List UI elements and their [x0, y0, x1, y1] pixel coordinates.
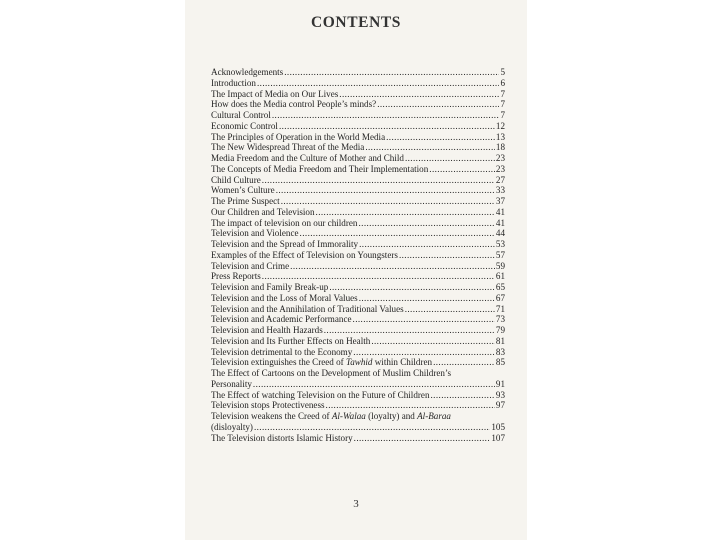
dot-leader: [290, 261, 495, 272]
toc-entry-page: 71: [495, 303, 505, 314]
toc-entry-line: [211, 271, 505, 282]
toc-entry-title: [211, 357, 432, 368]
toc-entry-line: [211, 325, 505, 336]
toc-entry-title: Television and Its Further Effects on Health: [211, 335, 371, 346]
toc-entry: [211, 250, 505, 261]
toc-entry: [211, 261, 505, 272]
toc-entry-line: [211, 336, 505, 347]
toc-entry-page: 91: [495, 378, 505, 389]
dot-leader: [359, 293, 495, 304]
toc-entry-line: [211, 196, 505, 207]
toc-entry: [211, 400, 505, 411]
page-number: 3: [353, 498, 359, 510]
toc-entry-title: Acknowledgements: [211, 67, 284, 77]
toc-entry-line: [211, 207, 505, 218]
dot-leader: [353, 347, 495, 358]
dot-leader: [284, 67, 499, 78]
toc-entry-line: [211, 164, 505, 175]
table-of-contents: [211, 67, 505, 443]
dot-leader: [257, 78, 499, 89]
toc-entry-line: [211, 400, 505, 411]
toc-entry-title: Television and the Spread of Immorality: [211, 239, 359, 249]
toc-entry-line: [211, 89, 505, 100]
toc-entry-page: 23: [495, 153, 505, 163]
toc-entry: [211, 325, 505, 336]
toc-entry-page: 105: [491, 421, 505, 432]
dot-leader: [429, 164, 495, 175]
dot-leader: [431, 390, 495, 401]
dot-leader: [300, 228, 495, 239]
toc-entry: [211, 347, 505, 358]
toc-entry: [211, 164, 505, 175]
toc-entry-line: [211, 261, 505, 272]
toc-entry-title-part: Television weakens the Creed of: [211, 411, 332, 421]
dot-leader: [324, 325, 495, 336]
toc-entry-title-part: within Children: [372, 357, 433, 368]
toc-entry-title-italic: Tawhid: [345, 357, 373, 368]
toc-entry-page: 53: [495, 239, 505, 249]
dot-leader: [371, 336, 495, 347]
toc-entry-title-part: Television extinguishes the Creed of: [211, 357, 346, 368]
toc-entry-title: Examples of the Effect of Television on Youngsters: [211, 249, 398, 260]
toc-entry-title-line: (disloyalty): [211, 421, 253, 432]
dot-leader: [272, 110, 500, 121]
toc-entry-line: [211, 347, 505, 358]
toc-entry-line: [211, 379, 505, 390]
toc-entry-line: [211, 99, 505, 110]
toc-entry-title: Media Freedom and the Culture of Mother and Child: [211, 153, 404, 163]
toc-entry-page: 81: [495, 335, 505, 346]
dot-leader: [365, 142, 495, 153]
toc-entry: [211, 433, 505, 444]
toc-entry-title: The Impact of Media on Our Lives: [211, 88, 339, 99]
toc-entry-page: 67: [495, 292, 505, 303]
toc-entry-line: [211, 110, 505, 121]
toc-entry-title: Television detrimental to the Economy: [211, 346, 353, 357]
toc-entry-line: [211, 121, 505, 132]
toc-entry-page: 12: [495, 120, 505, 131]
toc-entry-line: [211, 314, 505, 325]
toc-entry-page: 44: [495, 228, 505, 239]
toc-entry-title: Our Children and Television: [211, 206, 315, 217]
toc-entry-line: [211, 185, 505, 196]
toc-entry-line: [211, 175, 505, 186]
toc-entry-line: [211, 153, 505, 164]
toc-entry-title: Television and Violence: [211, 228, 299, 239]
toc-entry-page: 41: [495, 206, 505, 217]
dot-leader: [339, 89, 499, 100]
dot-leader: [262, 271, 495, 282]
toc-entry-title: Television and the Loss of Moral Values: [211, 292, 358, 303]
toc-entry-title-line: [211, 411, 505, 422]
toc-entry-title: Women’s Culture: [211, 185, 275, 196]
dot-leader: [253, 379, 495, 390]
toc-entry-page: 37: [495, 196, 505, 206]
toc-entry-page: 107: [491, 432, 505, 443]
dot-leader: [254, 422, 490, 433]
toc-entry-title: The Concepts of Media Freedom and Their Implementation: [211, 163, 429, 174]
toc-entry-page: 23: [495, 163, 505, 174]
toc-entry-title: Press Reports: [211, 271, 261, 282]
toc-entry-title: Television and Family Break-up: [211, 282, 329, 292]
toc-entry-line: [211, 422, 505, 433]
dot-leader: [405, 304, 495, 315]
toc-entry-page: 18: [495, 142, 505, 153]
toc-entry-title: Cultural Control: [211, 110, 271, 120]
toc-entry: [211, 99, 505, 110]
toc-entry: [211, 153, 505, 164]
toc-entry-page: 5: [500, 67, 505, 77]
toc-entry-title-italic: Al-Baraa: [417, 411, 451, 421]
toc-entry: [211, 132, 505, 143]
toc-entry-page: 73: [495, 314, 505, 325]
toc-entry: [211, 207, 505, 218]
toc-entry: [211, 293, 505, 304]
toc-entry-page: 33: [495, 185, 505, 196]
book-page: [185, 0, 527, 540]
toc-entry-page: 79: [495, 325, 505, 335]
toc-entry-line: [211, 239, 505, 250]
toc-entry-title: The impact of television on our children: [211, 217, 358, 228]
page-title: CONTENTS: [310, 14, 402, 31]
toc-entry-page: 27: [495, 174, 505, 185]
toc-entry: [211, 121, 505, 132]
toc-entry-line: [211, 357, 505, 368]
dot-leader: [353, 314, 495, 325]
dot-leader: [399, 250, 495, 261]
toc-entry: [211, 411, 505, 433]
toc-entry: [211, 185, 505, 196]
toc-entry-page: 65: [495, 282, 505, 292]
dot-leader: [359, 239, 495, 250]
toc-entry: [211, 110, 505, 121]
toc-entry-title-part: (loyalty) and: [365, 411, 418, 421]
toc-entry-page: 41: [495, 217, 505, 228]
toc-entry-title: Television and Academic Performance: [211, 314, 352, 325]
toc-entry-title-italic: Al-Walaa: [331, 411, 366, 421]
dot-leader: [377, 99, 499, 110]
toc-entry-page: 61: [495, 271, 505, 282]
toc-entry-page: 97: [495, 400, 505, 411]
toc-entry: [211, 175, 505, 186]
dot-leader: [262, 175, 495, 186]
toc-entry-page: 6: [500, 77, 505, 88]
toc-entry-page: 85: [495, 357, 505, 368]
toc-entry-title: Television stops Protectiveness: [211, 400, 325, 411]
toc-entry: [211, 368, 505, 390]
toc-entry: [211, 142, 505, 153]
toc-entry-line: [211, 132, 505, 143]
toc-entry: [211, 314, 505, 325]
dot-leader: [433, 357, 495, 368]
toc-entry-title: Television and the Annihilation of Traditional Values: [211, 303, 404, 314]
toc-entry-line: [211, 218, 505, 229]
toc-entry-title: The Principles of Operation in the World Media: [211, 131, 386, 142]
toc-entry: [211, 196, 505, 207]
dot-leader: [316, 207, 495, 218]
dot-leader: [358, 218, 494, 229]
toc-entry-line: [211, 390, 505, 401]
dot-leader: [405, 153, 495, 164]
toc-entry-line: [211, 250, 505, 261]
dot-leader: [276, 185, 495, 196]
toc-entry-line: [211, 228, 505, 239]
toc-entry-line: [211, 433, 505, 444]
toc-entry-title: Television and Crime: [211, 260, 290, 271]
toc-entry-page: 7: [500, 99, 505, 110]
toc-entry: [211, 304, 505, 315]
toc-entry-page: 83: [495, 346, 505, 357]
toc-entry-page: 59: [495, 260, 505, 271]
toc-entry-title-line: The Effect of Cartoons on the Development of Muslim Children’s: [211, 368, 452, 378]
dot-leader: [281, 196, 495, 207]
toc-entry-line: [211, 304, 505, 315]
toc-entry-line: [211, 67, 505, 78]
toc-entry: [211, 357, 505, 368]
toc-entry-line: [211, 142, 505, 153]
toc-entry: [211, 67, 505, 78]
toc-entry-title: Economic Control: [211, 120, 278, 131]
toc-entry-page: 13: [495, 131, 505, 142]
toc-entry: [211, 239, 505, 250]
toc-entry-title: The Prime Suspect: [211, 196, 280, 206]
toc-entry-title: How does the Media control People’s minds?: [211, 99, 377, 110]
dot-leader: [329, 282, 495, 293]
toc-entry-title: Television and Health Hazards: [211, 325, 323, 335]
toc-entry: [211, 271, 505, 282]
toc-entry-title: Child Culture: [211, 174, 261, 185]
toc-entry-page: 93: [495, 389, 505, 400]
toc-entry: [211, 218, 505, 229]
toc-entry: [211, 228, 505, 239]
toc-entry-title: The New Widespread Threat of the Media: [211, 142, 365, 153]
toc-entry: [211, 282, 505, 293]
toc-entry-page: 57: [495, 249, 505, 260]
dot-leader: [279, 121, 495, 132]
dot-leader: [326, 400, 495, 411]
toc-entry-title: The Effect of watching Television on the Future of Children: [211, 389, 430, 400]
toc-entry: [211, 390, 505, 401]
dot-leader: [354, 433, 491, 444]
toc-entry: [211, 336, 505, 347]
toc-entry-page: 7: [500, 110, 505, 120]
toc-entry-line: [211, 282, 505, 293]
toc-entry: [211, 89, 505, 100]
toc-entry-title: The Television distorts Islamic History: [211, 432, 353, 443]
toc-entry-line: [211, 78, 505, 89]
toc-entry-title-line: Personality: [211, 378, 252, 389]
toc-entry-line: [211, 293, 505, 304]
dot-leader: [386, 132, 495, 143]
toc-entry-title: Introduction: [211, 77, 256, 88]
toc-entry-page: 7: [500, 88, 505, 99]
toc-entry: [211, 78, 505, 89]
